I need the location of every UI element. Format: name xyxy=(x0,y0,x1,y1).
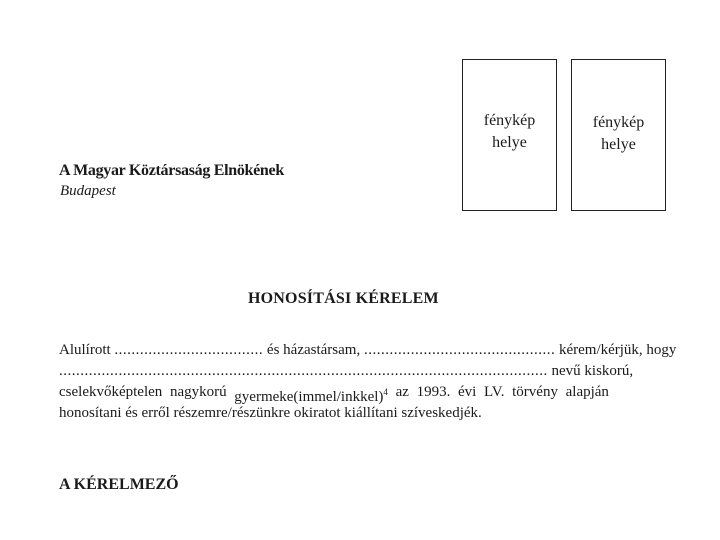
addressee: A Magyar Köztársaság Elnökének xyxy=(59,162,284,179)
body-line-1: Alulírott ................................... és házastársam, ............................................. kérem/kérjük, hogy xyxy=(59,340,609,361)
fill-blank-child: ................................................................................................................... xyxy=(59,363,548,379)
footnote-marker: 4 xyxy=(383,387,388,397)
section-heading-applicant: A KÉRELMEZŐ xyxy=(59,476,179,493)
fill-blank-spouse: ............................................. xyxy=(363,342,556,358)
document-title: HONOSÍTÁSI KÉRELEM xyxy=(248,290,439,307)
body-line-2: ................................................................................................................... nevű kiskorú, xyxy=(59,361,609,382)
fill-blank-applicant: ................................... xyxy=(114,342,264,358)
body-line-3: cselekvőképtelen nagykorú gyermeke(immel/inkkel)$^4$ az 1993. évi LV. törvény alapján xyxy=(59,384,609,405)
photo-placeholder-1 xyxy=(462,59,557,211)
photo-label-line1: fénykép xyxy=(483,112,536,129)
photo-label-line1: fénykép xyxy=(592,114,645,131)
body-line-4: honosítani és erről részemre/részünkre okiratot kiállítani szíveskedjék. xyxy=(59,405,482,421)
photo-placeholder-2 xyxy=(571,59,666,211)
photo-label-line2: helye xyxy=(492,134,527,151)
photo-label-line2: helye xyxy=(601,136,636,153)
addressee-city: Budapest xyxy=(60,183,116,199)
request-body xyxy=(59,340,677,424)
